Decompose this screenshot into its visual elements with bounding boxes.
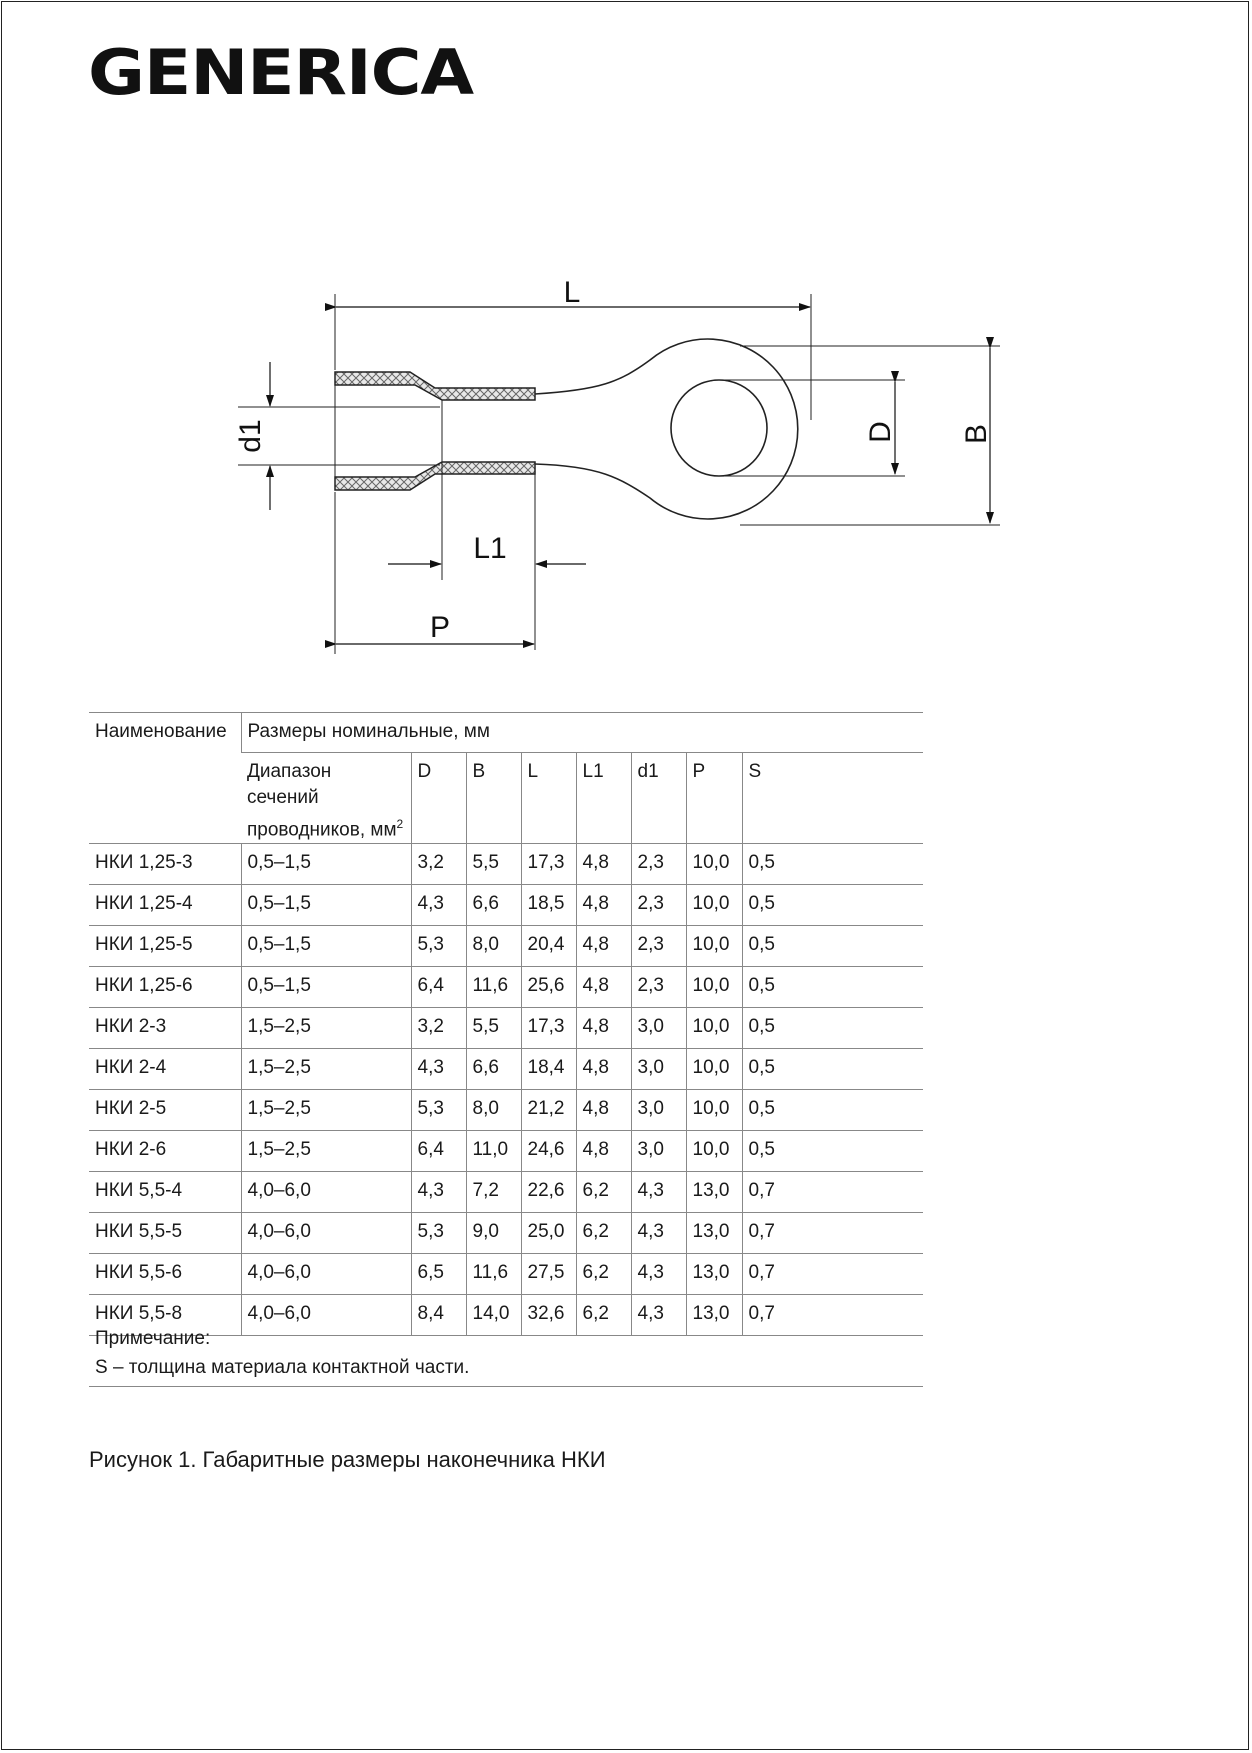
table-cell: 0,5–1,5: [241, 967, 411, 1008]
table-cell: 6,4: [411, 967, 466, 1008]
table-cell: 4,3: [631, 1172, 686, 1213]
table-cell: 11,6: [466, 967, 521, 1008]
table-cell: 8,4: [411, 1295, 466, 1336]
table-cell: 6,4: [411, 1131, 466, 1172]
table-cell: 18,4: [521, 1049, 576, 1090]
dim-label-D: D: [864, 421, 897, 443]
table-cell: 4,3: [631, 1254, 686, 1295]
ring-tongue: [535, 339, 798, 519]
table-cell: 11,6: [466, 1254, 521, 1295]
table-row: [89, 1254, 923, 1295]
table-cell: 22,6: [521, 1172, 576, 1213]
table-row: [89, 844, 923, 885]
header-S: S: [742, 753, 923, 844]
sleeve-upper: [335, 372, 535, 400]
table-cell: 17,3: [521, 844, 576, 885]
table-cell: 5,3: [411, 1090, 466, 1131]
dim-label-P: P: [429, 611, 451, 644]
terminal-drawing: [200, 270, 1020, 670]
table-cell: 5,5: [466, 1008, 521, 1049]
table-cell: 13,0: [686, 1213, 742, 1254]
table-cell: 3,0: [631, 1131, 686, 1172]
table-row: [89, 1008, 923, 1049]
table-cell: НКИ 2-3: [89, 1008, 241, 1049]
table-cell: 0,5–1,5: [241, 885, 411, 926]
table-cell: 0,5: [742, 1090, 923, 1131]
table-row: [89, 1172, 923, 1213]
table-cell: 10,0: [686, 1090, 742, 1131]
table-cell: 4,3: [631, 1295, 686, 1336]
dim-label-L1: L1: [473, 532, 507, 565]
header-D: D: [411, 753, 466, 844]
table-cell: 6,2: [576, 1172, 631, 1213]
table-cell: 4,0–6,0: [241, 1172, 411, 1213]
table-cell: 4,8: [576, 1008, 631, 1049]
table-cell: 6,2: [576, 1213, 631, 1254]
table-cell: 10,0: [686, 1131, 742, 1172]
table-cell: 25,0: [521, 1213, 576, 1254]
table-cell: 13,0: [686, 1172, 742, 1213]
table-cell: 25,6: [521, 967, 576, 1008]
table-row: [89, 885, 923, 926]
table-cell: 0,5: [742, 967, 923, 1008]
table-cell: 1,5–2,5: [241, 1049, 411, 1090]
table-cell: НКИ 2-6: [89, 1131, 241, 1172]
header-range: Диапазон сечений проводников, $мм^2$: [241, 753, 411, 844]
table-note: [95, 1324, 469, 1382]
table-cell: 10,0: [686, 967, 742, 1008]
table-cell: 4,8: [576, 1049, 631, 1090]
table-cell: 18,5: [521, 885, 576, 926]
table-cell: НКИ 2-4: [89, 1049, 241, 1090]
table-cell: 4,8: [576, 1090, 631, 1131]
table-cell: 0,7: [742, 1172, 923, 1213]
dim-label-d1: d1: [234, 419, 267, 453]
table-cell: 10,0: [686, 1008, 742, 1049]
table-cell: 2,3: [631, 926, 686, 967]
table-cell: 2,3: [631, 885, 686, 926]
table-cell: 0,5: [742, 1049, 923, 1090]
table-cell: 6,2: [576, 1254, 631, 1295]
figure-caption: Рисунок 1. Габаритные размеры наконечника НКИ: [89, 1447, 606, 1472]
header-name: Наименование: [89, 713, 241, 844]
table-cell: 32,6: [521, 1295, 576, 1336]
table-cell: 13,0: [686, 1295, 742, 1336]
table-cell: 1,5–2,5: [241, 1131, 411, 1172]
table-cell: 0,5–1,5: [241, 926, 411, 967]
table-cell: НКИ 1,25-5: [89, 926, 241, 967]
brand-logo: GENERICA: [88, 36, 474, 109]
table-cell: 1,5–2,5: [241, 1090, 411, 1131]
header-nominal: Размеры номинальные, мм: [241, 713, 923, 753]
table-cell: 10,0: [686, 844, 742, 885]
note-text: S – толщина материала контактной части.: [95, 1357, 470, 1378]
table-row: [89, 1090, 923, 1131]
table-cell: 4,0–6,0: [241, 1254, 411, 1295]
table-cell: 0,7: [742, 1213, 923, 1254]
table-cell: 4,8: [576, 967, 631, 1008]
table-cell: 10,0: [686, 1049, 742, 1090]
table-cell: 8,0: [466, 1090, 521, 1131]
table-cell: 4,3: [631, 1213, 686, 1254]
table-cell: НКИ 5,5-4: [89, 1172, 241, 1213]
table-cell: НКИ 1,25-6: [89, 967, 241, 1008]
table-cell: 0,5–1,5: [241, 844, 411, 885]
table-cell: 0,7: [742, 1295, 923, 1336]
table-cell: 4,3: [411, 1049, 466, 1090]
table-cell: 6,2: [576, 1295, 631, 1336]
header-B: B: [466, 753, 521, 844]
table-cell: НКИ 2-5: [89, 1090, 241, 1131]
table-cell: 5,3: [411, 1213, 466, 1254]
table-cell: 3,2: [411, 1008, 466, 1049]
dim-label-L: L: [563, 276, 581, 309]
table-cell: 20,4: [521, 926, 576, 967]
table-cell: 10,0: [686, 885, 742, 926]
table-cell: 2,3: [631, 844, 686, 885]
table-cell: 11,0: [466, 1131, 521, 1172]
table-cell: НКИ 5,5-5: [89, 1213, 241, 1254]
table-cell: 4,8: [576, 1131, 631, 1172]
table-cell: НКИ 5,5-6: [89, 1254, 241, 1295]
table-cell: 3,0: [631, 1008, 686, 1049]
table-row: [89, 926, 923, 967]
table-cell: 24,6: [521, 1131, 576, 1172]
dim-label-B: B: [960, 423, 993, 445]
table-cell: 6,6: [466, 885, 521, 926]
table-cell: 10,0: [686, 926, 742, 967]
table-cell: 5,3: [411, 926, 466, 967]
table-cell: НКИ 1,25-3: [89, 844, 241, 885]
table-cell: 6,6: [466, 1049, 521, 1090]
table-cell: 9,0: [466, 1213, 521, 1254]
table-row: [89, 967, 923, 1008]
header-d1: d1: [631, 753, 686, 844]
table-cell: 3,2: [411, 844, 466, 885]
table-cell: 6,5: [411, 1254, 466, 1295]
header-P: P: [686, 753, 742, 844]
table-cell: 4,0–6,0: [241, 1213, 411, 1254]
table-cell: НКИ 5,5-8: [89, 1295, 241, 1336]
table-cell: 4,8: [576, 844, 631, 885]
table-cell: 4,3: [411, 1172, 466, 1213]
table-cell: 0,5: [742, 885, 923, 926]
table-cell: 8,0: [466, 926, 521, 967]
dimensions-table: [89, 712, 923, 1336]
table-row: [89, 1049, 923, 1090]
table-cell: 3,0: [631, 1049, 686, 1090]
sleeve-lower: [335, 462, 535, 490]
table-cell: 0,5: [742, 844, 923, 885]
table-cell: 4,8: [576, 926, 631, 967]
header-L1: L1: [576, 753, 631, 844]
table-cell: 0,5: [742, 1008, 923, 1049]
table-row: [89, 1213, 923, 1254]
table-cell: 13,0: [686, 1254, 742, 1295]
table-cell: 7,2: [466, 1172, 521, 1213]
table-cell: 27,5: [521, 1254, 576, 1295]
table-row: [89, 1131, 923, 1172]
table-cell: 4,8: [576, 885, 631, 926]
table-cell: 0,5: [742, 1131, 923, 1172]
table-body: [89, 844, 923, 1336]
table-cell: 14,0: [466, 1295, 521, 1336]
table-cell: 21,2: [521, 1090, 576, 1131]
table-cell: 4,0–6,0: [241, 1295, 411, 1336]
note-title: Примечание:: [95, 1328, 211, 1349]
table-cell: 3,0: [631, 1090, 686, 1131]
table-cell: 1,5–2,5: [241, 1008, 411, 1049]
table-cell: 17,3: [521, 1008, 576, 1049]
header-L: L: [521, 753, 576, 844]
table-cell: НКИ 1,25-4: [89, 885, 241, 926]
note-divider: [89, 1386, 923, 1387]
ring-hole: [671, 380, 767, 476]
table-cell: 4,3: [411, 885, 466, 926]
table-cell: 0,5: [742, 926, 923, 967]
table-cell: 0,7: [742, 1254, 923, 1295]
table-cell: 2,3: [631, 967, 686, 1008]
table-cell: 5,5: [466, 844, 521, 885]
